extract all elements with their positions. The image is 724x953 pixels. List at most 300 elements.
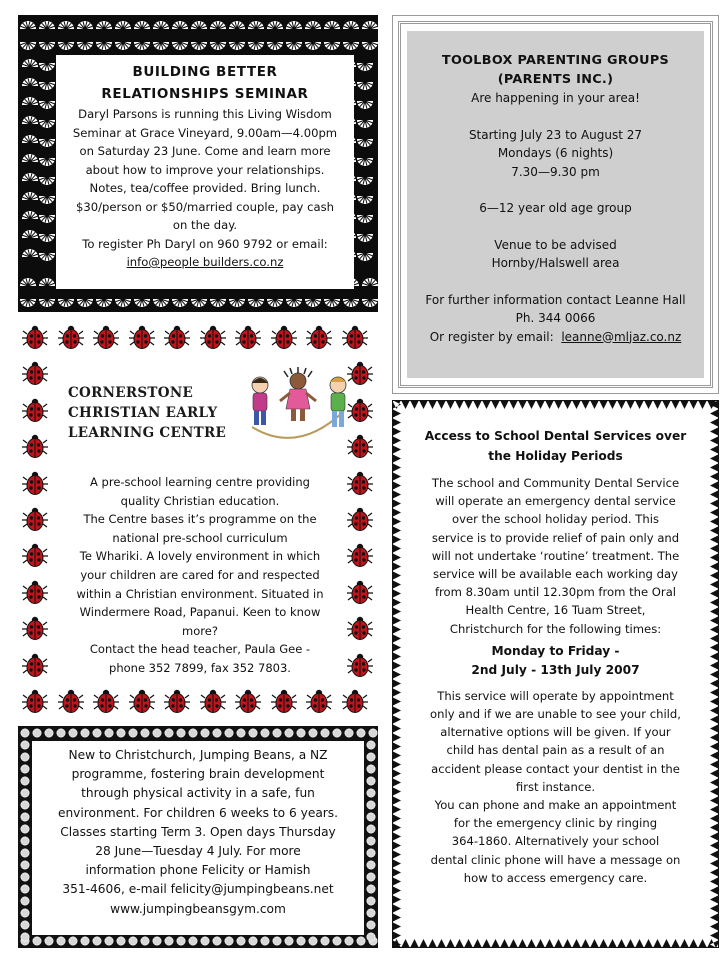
fan-ornament bbox=[357, 196, 373, 204]
fan-ornament bbox=[248, 21, 264, 29]
dental-content bbox=[406, 426, 705, 887]
cornerstone-heading-line: LEARNING CENTRE bbox=[68, 425, 227, 441]
border-dot bbox=[21, 909, 29, 917]
jumping-beans-line: through physical activity in a safe, fun bbox=[81, 786, 315, 801]
fan-ornament bbox=[210, 299, 226, 307]
fan-ornament bbox=[286, 42, 302, 50]
fan-ornament bbox=[20, 299, 36, 307]
fan-ornament bbox=[229, 21, 245, 29]
border-dot bbox=[367, 885, 375, 893]
fan-ornament bbox=[324, 299, 340, 307]
border-dot bbox=[21, 777, 29, 785]
dental-line: The school and Community Dental Service bbox=[431, 476, 680, 490]
jumping-beans-line: 351-4606, e-mail felicity@jumpingbeans.net bbox=[62, 882, 334, 897]
ladybug-icon bbox=[22, 361, 48, 387]
cornerstone-line: The Centre bases it’s programme on the bbox=[83, 512, 317, 527]
ladybug-icon bbox=[271, 689, 297, 715]
dental-title-line: the Holiday Periods bbox=[488, 449, 623, 463]
cornerstone-heading bbox=[68, 383, 238, 443]
ladybug-icon bbox=[347, 471, 373, 497]
toolbox-panel bbox=[392, 15, 719, 394]
border-dot bbox=[21, 873, 29, 881]
fan-ornament bbox=[96, 299, 112, 307]
border-dot bbox=[367, 849, 375, 857]
border-dot bbox=[21, 837, 29, 845]
border-dot bbox=[141, 729, 149, 737]
border-dot bbox=[21, 849, 29, 857]
fan-ornament bbox=[357, 234, 373, 242]
fan-ornament bbox=[324, 21, 340, 29]
fan-ornament bbox=[305, 21, 321, 29]
fan-ornament bbox=[134, 299, 150, 307]
fan-ornament bbox=[77, 42, 93, 50]
fan-ornament bbox=[357, 253, 373, 261]
cornerstone-line: Contact the head teacher, Paula Gee - bbox=[89, 642, 311, 657]
border-dot bbox=[201, 937, 209, 945]
fan-ornament bbox=[267, 21, 283, 29]
dental-line: over the school holiday period. This bbox=[452, 512, 659, 527]
dental-dates bbox=[406, 642, 705, 681]
fan-ornament bbox=[58, 42, 74, 50]
border-dot bbox=[249, 729, 257, 737]
ladybug-icon bbox=[58, 689, 84, 715]
border-dot bbox=[261, 729, 269, 737]
fan-ornament bbox=[77, 21, 93, 29]
fan-ornament bbox=[357, 177, 373, 185]
fan-ornament bbox=[343, 42, 359, 50]
border-dot bbox=[357, 729, 365, 737]
border-dot bbox=[21, 741, 29, 749]
ladybug-icon bbox=[22, 616, 48, 642]
border-dot bbox=[129, 729, 137, 737]
fan-ornament bbox=[248, 42, 264, 50]
border-dot bbox=[367, 777, 375, 785]
border-dot bbox=[237, 729, 245, 737]
fan-ornament bbox=[22, 173, 38, 181]
border-dot bbox=[213, 937, 221, 945]
spacer bbox=[407, 218, 704, 236]
toolbox-age-group: 6—12 year old age group bbox=[479, 201, 632, 215]
border-dot bbox=[225, 729, 233, 737]
border-dot bbox=[117, 937, 125, 945]
border-dot bbox=[21, 753, 29, 761]
border-dot bbox=[297, 729, 305, 737]
dental-title bbox=[406, 426, 705, 466]
border-dot bbox=[129, 937, 137, 945]
toolbox-title-line-1: TOOLBOX PARENTING GROUPS bbox=[441, 53, 670, 68]
dental-line: first instance. bbox=[515, 779, 596, 794]
fan-ornament bbox=[324, 42, 340, 50]
border-dot bbox=[45, 937, 53, 945]
border-dot bbox=[177, 729, 185, 737]
ladybug-icon bbox=[200, 689, 226, 715]
border-dot bbox=[367, 813, 375, 821]
fan-ornament bbox=[343, 21, 359, 29]
dental-line: accident please contact your dentist in the bbox=[431, 761, 680, 776]
border-dot bbox=[21, 789, 29, 797]
border-dot bbox=[367, 933, 375, 941]
border-dot bbox=[367, 909, 375, 917]
dental-line: for the emergency clinic by ringing bbox=[453, 816, 658, 831]
fan-ornament bbox=[229, 299, 245, 307]
dental-paragraph-2 bbox=[406, 687, 705, 887]
border-dot bbox=[321, 729, 329, 737]
border-dot bbox=[21, 933, 29, 941]
fan-ornament bbox=[229, 42, 245, 50]
border-dot bbox=[367, 873, 375, 881]
fan-ornament bbox=[172, 42, 188, 50]
jumping-beans-line: Classes starting Term 3. Open days Thursday bbox=[60, 824, 336, 839]
ladybug-icon bbox=[347, 653, 373, 679]
fan-ornament bbox=[22, 192, 38, 200]
toolbox-intro: Are happening in your area! bbox=[471, 91, 640, 105]
ladybug-icon bbox=[58, 325, 84, 351]
seminar-line: Daryl Parsons is running this Living Wisdom bbox=[78, 107, 332, 121]
border-dot bbox=[213, 729, 221, 737]
jumping-beans-line: 28 June—Tuesday 4 July. For more bbox=[95, 844, 301, 859]
border-dot bbox=[165, 729, 173, 737]
fan-ornament bbox=[58, 299, 74, 307]
fan-ornament bbox=[305, 299, 321, 307]
seminar-line: $30/person or $50/married couple, pay cash bbox=[76, 199, 334, 214]
fan-ornament bbox=[286, 21, 302, 29]
dental-line: how to access emergency care. bbox=[463, 870, 648, 885]
ladybug-icon bbox=[22, 653, 48, 679]
toolbox-schedule-line: Mondays (6 nights) bbox=[497, 146, 614, 160]
children-skipping-illustration bbox=[238, 367, 358, 445]
border-dot bbox=[367, 897, 375, 905]
fan-ornament bbox=[22, 230, 38, 238]
cornerstone-heading-line: CORNERSTONE bbox=[68, 385, 194, 401]
fan-ornament bbox=[39, 101, 55, 109]
fan-ornament bbox=[191, 21, 207, 29]
fan-ornament bbox=[39, 21, 55, 29]
cornerstone-body bbox=[62, 473, 338, 678]
fan-ornament bbox=[267, 42, 283, 50]
ladybug-icon bbox=[342, 325, 368, 351]
fan-ornament bbox=[115, 21, 131, 29]
fan-ornament bbox=[22, 59, 38, 67]
border-dot bbox=[367, 825, 375, 833]
ladybug-icon bbox=[129, 689, 155, 715]
fan-ornament bbox=[39, 278, 55, 286]
dental-line: Christchurch for the following times: bbox=[449, 621, 662, 636]
fan-ornament bbox=[357, 120, 373, 128]
toolbox-venue-line: Hornby/Halswell area bbox=[491, 256, 620, 270]
toolbox-register-label: Or register by email: bbox=[429, 329, 554, 344]
border-dot bbox=[333, 729, 341, 737]
fan-ornament bbox=[22, 135, 38, 143]
fan-ornament bbox=[362, 42, 378, 50]
cornerstone-line: national pre-school curriculum bbox=[112, 530, 288, 545]
border-dot bbox=[81, 729, 89, 737]
fan-ornament bbox=[96, 21, 112, 29]
ladybug-icon bbox=[200, 325, 226, 351]
ladybug-icon bbox=[164, 689, 190, 715]
border-dot bbox=[93, 729, 101, 737]
seminar-email-link[interactable]: info@people builders.co.nz bbox=[126, 255, 284, 269]
ladybug-icon bbox=[342, 689, 368, 715]
cornerstone-line: Te Whariki. A lovely environment in which bbox=[79, 549, 321, 564]
ladybug-icon bbox=[347, 543, 373, 569]
border-dot bbox=[273, 937, 281, 945]
fan-ornament bbox=[210, 21, 226, 29]
fan-ornament bbox=[20, 278, 36, 286]
fan-ornament bbox=[357, 101, 373, 109]
border-dot bbox=[367, 861, 375, 869]
seminar-line: on Saturday 23 June. Come and learn more bbox=[79, 144, 331, 158]
toolbox-register-line bbox=[407, 328, 704, 347]
spacer bbox=[407, 181, 704, 199]
fan-ornament bbox=[172, 299, 188, 307]
fan-ornament bbox=[39, 139, 55, 147]
fan-ornament bbox=[172, 21, 188, 29]
border-dot bbox=[261, 937, 269, 945]
border-dot bbox=[367, 921, 375, 929]
fan-ornament bbox=[22, 211, 38, 219]
fan-ornament bbox=[22, 97, 38, 105]
fan-ornament bbox=[22, 116, 38, 124]
border-dot bbox=[21, 921, 29, 929]
seminar-line: on the day. bbox=[172, 218, 238, 232]
cornerstone-line: phone 352 7899, fax 352 7803. bbox=[109, 660, 291, 675]
border-dot bbox=[69, 937, 77, 945]
ladybug-icon bbox=[347, 507, 373, 533]
seminar-title-line-2: RELATIONSHIPS SEMINAR bbox=[101, 86, 309, 102]
border-dot bbox=[81, 937, 89, 945]
fan-ornament bbox=[357, 139, 373, 147]
jumping-beans-line: www.jumpingbeansgym.com bbox=[110, 901, 286, 916]
fan-ornament bbox=[153, 299, 169, 307]
toolbox-title-line-2: (PARENTS INC.) bbox=[497, 72, 614, 87]
spacer bbox=[407, 273, 704, 291]
toolbox-contact-line: Ph. 344 0066 bbox=[515, 311, 596, 325]
ladybug-icon bbox=[22, 398, 48, 424]
fan-ornament bbox=[39, 177, 55, 185]
ladybug-icon bbox=[22, 543, 48, 569]
fan-ornament bbox=[58, 21, 74, 29]
border-dot bbox=[237, 937, 245, 945]
border-dot bbox=[21, 765, 29, 773]
dental-dates-line: Monday to Friday - bbox=[491, 643, 620, 658]
cornerstone-line: more? bbox=[182, 623, 218, 638]
fan-ornament bbox=[357, 158, 373, 166]
dental-line: This service will operate by appointment bbox=[437, 688, 674, 703]
fan-ornament bbox=[343, 299, 359, 307]
jumping-beans-line: programme, fostering brain development bbox=[71, 767, 325, 782]
ladybug-icon bbox=[306, 325, 332, 351]
fan-ornament bbox=[22, 249, 38, 257]
fan-ornament bbox=[134, 21, 150, 29]
ladybug-icon bbox=[235, 689, 261, 715]
fan-ornament bbox=[39, 158, 55, 166]
toolbox-venue-line: Venue to be advised bbox=[494, 237, 617, 252]
ladybug-icon bbox=[347, 616, 373, 642]
seminar-line: To register Ph Daryl on 960 9792 or email: bbox=[82, 236, 328, 251]
border-dot bbox=[189, 729, 197, 737]
ladybug-icon bbox=[22, 689, 48, 715]
ladybug-icon bbox=[271, 325, 297, 351]
fan-ornament bbox=[362, 21, 378, 29]
ladybug-icon bbox=[306, 689, 332, 715]
spacer bbox=[407, 108, 704, 126]
fan-ornament bbox=[39, 234, 55, 242]
fan-ornament bbox=[96, 42, 112, 50]
cornerstone-line: Windermere Road, Papanui. Keen to know bbox=[79, 605, 321, 620]
ladybug-icon bbox=[22, 580, 48, 606]
seminar-content bbox=[56, 55, 354, 289]
border-dot bbox=[57, 729, 65, 737]
border-dot bbox=[105, 729, 113, 737]
dental-line: alternative options will be given. If your bbox=[440, 725, 671, 740]
fan-ornament bbox=[20, 21, 36, 29]
fan-ornament bbox=[134, 42, 150, 50]
fan-ornament bbox=[267, 299, 283, 307]
fan-ornament bbox=[210, 42, 226, 50]
fan-ornament bbox=[357, 82, 373, 90]
fan-ornament bbox=[39, 196, 55, 204]
border-dot bbox=[153, 937, 161, 945]
fan-ornament bbox=[39, 215, 55, 223]
border-dot bbox=[21, 825, 29, 833]
dental-line: You can phone and make an appointment bbox=[434, 798, 677, 813]
border-dot bbox=[345, 937, 353, 945]
fan-ornament bbox=[39, 82, 55, 90]
fan-ornament bbox=[191, 42, 207, 50]
seminar-line: about how to improve your relationships. bbox=[85, 162, 325, 177]
border-dot bbox=[189, 937, 197, 945]
ladybug-icon bbox=[22, 471, 48, 497]
fan-ornament bbox=[77, 299, 93, 307]
border-dot bbox=[273, 729, 281, 737]
border-dot bbox=[201, 729, 209, 737]
cornerstone-panel bbox=[18, 323, 378, 719]
border-dot bbox=[225, 937, 233, 945]
fan-ornament bbox=[191, 299, 207, 307]
toolbox-email-link[interactable]: leanne@mljaz.co.nz bbox=[561, 329, 682, 344]
cornerstone-heading-line: CHRISTIAN EARLY bbox=[68, 405, 218, 421]
fan-ornament bbox=[115, 299, 131, 307]
border-dot bbox=[357, 937, 365, 945]
border-dot bbox=[333, 937, 341, 945]
toolbox-content bbox=[407, 31, 704, 378]
fan-ornament bbox=[153, 42, 169, 50]
border-dot bbox=[165, 937, 173, 945]
cornerstone-line: quality Christian education. bbox=[120, 493, 280, 508]
cornerstone-line: your children are cared for and respected bbox=[80, 567, 320, 582]
fan-ornament bbox=[39, 253, 55, 261]
dental-dates-line: 2nd July - 13th July 2007 bbox=[471, 663, 640, 678]
border-dot bbox=[33, 937, 41, 945]
seminar-line: Notes, tea/coffee provided. Bring lunch. bbox=[89, 181, 321, 195]
border-dot bbox=[367, 801, 375, 809]
ladybug-icon bbox=[22, 325, 48, 351]
border-dot bbox=[117, 729, 125, 737]
fan-ornament bbox=[39, 299, 55, 307]
ladybug-icon bbox=[93, 689, 119, 715]
dental-panel bbox=[392, 400, 719, 948]
border-dot bbox=[309, 729, 317, 737]
border-dot bbox=[369, 729, 377, 737]
border-dot bbox=[249, 937, 257, 945]
border-dot bbox=[21, 801, 29, 809]
fan-ornament bbox=[357, 215, 373, 223]
ladybug-icon bbox=[347, 580, 373, 606]
border-dot bbox=[153, 729, 161, 737]
ladybug-icon bbox=[93, 325, 119, 351]
border-dot bbox=[21, 729, 29, 737]
dental-line: service will be available each working day bbox=[433, 567, 678, 582]
fan-ornament bbox=[286, 299, 302, 307]
dental-line: will not undertake ‘routine’ treatment. The bbox=[431, 548, 680, 563]
border-dot bbox=[297, 937, 305, 945]
toolbox-schedule-line: Starting July 23 to August 27 bbox=[468, 127, 643, 142]
cornerstone-line: A pre-school learning centre providing bbox=[90, 475, 310, 489]
jumping-beans-panel bbox=[18, 726, 378, 948]
seminar-line: Seminar at Grace Vineyard, 9.00am—4.00pm bbox=[72, 125, 338, 140]
border-dot bbox=[69, 729, 77, 737]
dental-title-line: Access to School Dental Services over bbox=[424, 429, 687, 443]
border-dot bbox=[367, 765, 375, 773]
fan-ornament bbox=[305, 42, 321, 50]
ladybug-icon bbox=[235, 325, 261, 351]
seminar-panel bbox=[18, 15, 378, 312]
ladybug-icon bbox=[129, 325, 155, 351]
jumping-beans-content bbox=[32, 741, 364, 935]
dental-line: dental clinic phone will have a message on bbox=[430, 852, 681, 867]
fan-ornament bbox=[362, 278, 378, 286]
border-dot bbox=[367, 741, 375, 749]
dental-line: will operate an emergency dental service bbox=[435, 494, 676, 509]
border-dot bbox=[21, 861, 29, 869]
fan-ornament bbox=[39, 42, 55, 50]
jumping-beans-line: environment. For children 6 weeks to 6 years. bbox=[57, 805, 339, 820]
border-dot bbox=[105, 937, 113, 945]
border-dot bbox=[93, 937, 101, 945]
toolbox-contact-line: For further information contact Leanne Hall bbox=[425, 292, 686, 307]
jumping-beans-line: information phone Felicity or Hamish bbox=[85, 863, 311, 878]
dental-line: 364-1860. Alternatively your school bbox=[451, 834, 660, 849]
fan-ornament bbox=[39, 120, 55, 128]
ladybug-icon bbox=[22, 434, 48, 460]
border-dot bbox=[309, 937, 317, 945]
dental-line: only and if we are unable to see your child, bbox=[430, 707, 681, 722]
border-dot bbox=[21, 897, 29, 905]
border-dot bbox=[321, 937, 329, 945]
toolbox-schedule-line: 7.30—9.30 pm bbox=[511, 164, 600, 179]
fan-ornament bbox=[115, 42, 131, 50]
border-dot bbox=[367, 789, 375, 797]
border-dot bbox=[345, 729, 353, 737]
border-dot bbox=[21, 885, 29, 893]
dental-line: Health Centre, 16 Tuam Street, bbox=[465, 603, 646, 618]
border-dot bbox=[285, 937, 293, 945]
dental-line: child has dental pain as a result of an bbox=[446, 743, 665, 758]
seminar-title-line-1: BUILDING BETTER bbox=[132, 64, 278, 80]
border-dot bbox=[285, 729, 293, 737]
border-dot bbox=[45, 729, 53, 737]
border-dot bbox=[57, 937, 65, 945]
fan-ornament bbox=[248, 299, 264, 307]
fan-ornament bbox=[20, 42, 36, 50]
border-dot bbox=[367, 837, 375, 845]
fan-ornament bbox=[22, 154, 38, 162]
dental-line: service is to provide relief of pain only and bbox=[431, 530, 680, 545]
seminar-body bbox=[56, 105, 354, 272]
ladybug-icon bbox=[22, 507, 48, 533]
border-dot bbox=[367, 753, 375, 761]
fan-ornament bbox=[362, 299, 378, 307]
